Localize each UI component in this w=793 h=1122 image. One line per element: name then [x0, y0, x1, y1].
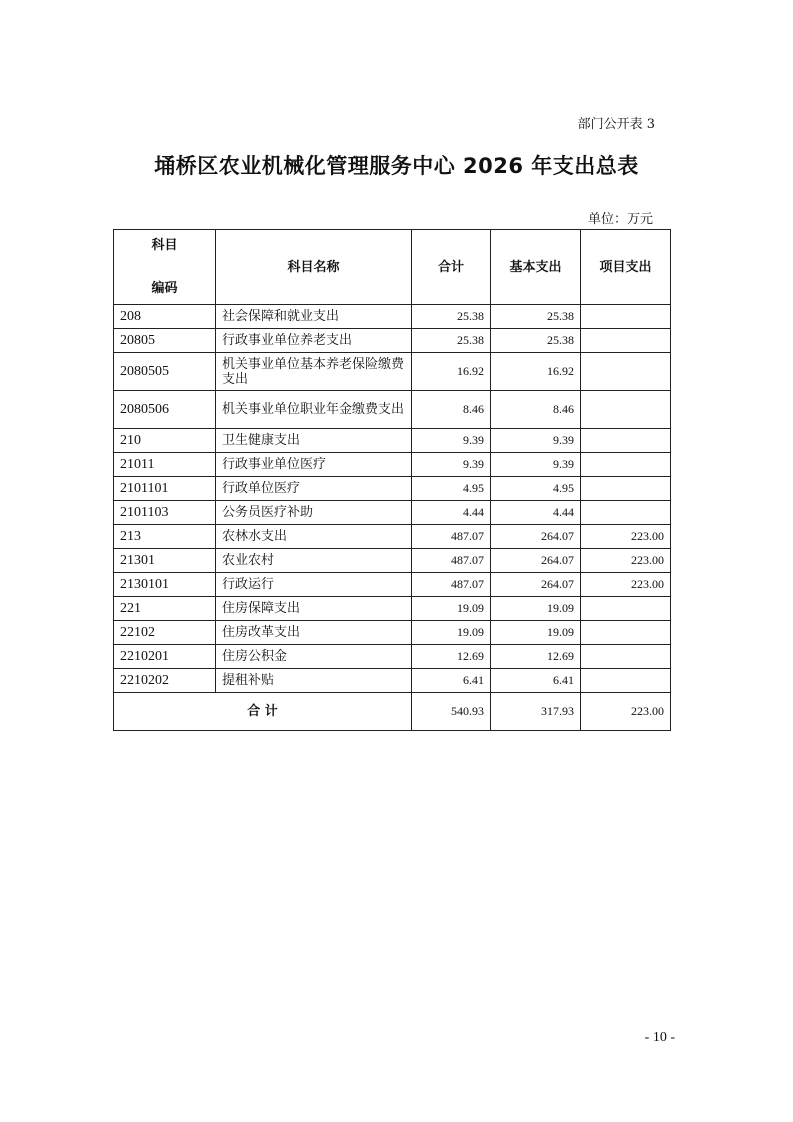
- header-total: 合计: [412, 230, 491, 305]
- row-code: 22102: [114, 621, 216, 645]
- row-code: 2130101: [114, 573, 216, 597]
- row-name: 住房改革支出: [216, 621, 412, 645]
- header-basic: 基本支出: [491, 230, 581, 305]
- table-row: [114, 453, 671, 477]
- row-total: 25.38: [412, 329, 491, 353]
- row-name: 住房公积金: [216, 645, 412, 669]
- row-project: [581, 305, 671, 329]
- row-name: 住房保障支出: [216, 597, 412, 621]
- row-total: 6.41: [412, 669, 491, 693]
- unit-label: 单位：万元: [587, 212, 653, 227]
- row-total: 487.07: [412, 525, 491, 549]
- row-name: 农业农村: [216, 549, 412, 573]
- row-basic: 9.39: [491, 429, 581, 453]
- table-row: [114, 525, 671, 549]
- header-code-line2: 编码: [151, 281, 178, 296]
- row-total: 8.46: [412, 391, 491, 429]
- total-project: 223.00: [581, 693, 671, 731]
- table-row: [114, 669, 671, 693]
- row-name: 行政单位医疗: [216, 477, 412, 501]
- row-basic: 25.38: [491, 329, 581, 353]
- row-name: 卫生健康支出: [216, 429, 412, 453]
- row-project: [581, 453, 671, 477]
- row-code: 21301: [114, 549, 216, 573]
- table-header-row: [114, 230, 671, 305]
- row-project: 223.00: [581, 573, 671, 597]
- table-row: [114, 305, 671, 329]
- row-basic: 12.69: [491, 645, 581, 669]
- table-row: [114, 391, 671, 429]
- row-total: 4.44: [412, 501, 491, 525]
- row-name: 公务员医疗补助: [216, 501, 412, 525]
- row-name: 机关事业单位职业年金缴费支出: [216, 391, 412, 429]
- header-name: 科目名称: [216, 230, 412, 305]
- row-basic: 19.09: [491, 597, 581, 621]
- row-project: [581, 669, 671, 693]
- table-row: [114, 645, 671, 669]
- row-basic: 264.07: [491, 525, 581, 549]
- row-name: 农林水支出: [216, 525, 412, 549]
- row-basic: 16.92: [491, 353, 581, 391]
- table-tag: 部门公开表 3: [577, 117, 655, 132]
- row-total: 487.07: [412, 573, 491, 597]
- table-row: [114, 429, 671, 453]
- total-basic: 317.93: [491, 693, 581, 731]
- row-total: 4.95: [412, 477, 491, 501]
- table-row: [114, 597, 671, 621]
- row-code: 2101103: [114, 501, 216, 525]
- row-total: 16.92: [412, 353, 491, 391]
- table-row: [114, 621, 671, 645]
- row-basic: 9.39: [491, 453, 581, 477]
- total-row: [114, 693, 671, 731]
- table-row: [114, 501, 671, 525]
- row-code: 20805: [114, 329, 216, 353]
- row-project: 223.00: [581, 525, 671, 549]
- row-code: 221: [114, 597, 216, 621]
- row-name: 行政事业单位医疗: [216, 453, 412, 477]
- row-name: 社会保障和就业支出: [216, 305, 412, 329]
- page-title: 埇桥区农业机械化管理服务中心 2026 年支出总表: [154, 154, 639, 178]
- header-project: 项目支出: [581, 230, 671, 305]
- row-code: 2101101: [114, 477, 216, 501]
- header-code: [114, 230, 216, 305]
- table-row: [114, 573, 671, 597]
- row-project: [581, 477, 671, 501]
- row-basic: 4.95: [491, 477, 581, 501]
- row-basic: 264.07: [491, 573, 581, 597]
- row-total: 487.07: [412, 549, 491, 573]
- row-basic: 264.07: [491, 549, 581, 573]
- row-code: 210: [114, 429, 216, 453]
- header-code-line1: 科目: [151, 238, 178, 253]
- table-row: [114, 329, 671, 353]
- row-project: [581, 597, 671, 621]
- row-code: 2210202: [114, 669, 216, 693]
- row-basic: 6.41: [491, 669, 581, 693]
- row-total: 12.69: [412, 645, 491, 669]
- table-row: [114, 477, 671, 501]
- table-row: [114, 549, 671, 573]
- row-code: 2080505: [114, 353, 216, 391]
- row-code: 2210201: [114, 645, 216, 669]
- row-total: 9.39: [412, 429, 491, 453]
- row-code: 213: [114, 525, 216, 549]
- row-name: 机关事业单位基本养老保险缴费支出: [216, 353, 412, 391]
- row-project: [581, 621, 671, 645]
- row-name: 提租补贴: [216, 669, 412, 693]
- row-project: [581, 501, 671, 525]
- row-project: 223.00: [581, 549, 671, 573]
- row-project: [581, 429, 671, 453]
- page-number: - 10 -: [644, 1030, 675, 1045]
- row-total: 25.38: [412, 305, 491, 329]
- row-name: 行政运行: [216, 573, 412, 597]
- row-total: 19.09: [412, 597, 491, 621]
- row-basic: 8.46: [491, 391, 581, 429]
- total-total: 540.93: [412, 693, 491, 731]
- row-basic: 4.44: [491, 501, 581, 525]
- expenditure-table: [113, 229, 671, 731]
- row-code: 21011: [114, 453, 216, 477]
- row-basic: 25.38: [491, 305, 581, 329]
- row-project: [581, 645, 671, 669]
- row-name: 行政事业单位养老支出: [216, 329, 412, 353]
- row-project: [581, 329, 671, 353]
- total-label: 合 计: [114, 693, 412, 731]
- row-total: 19.09: [412, 621, 491, 645]
- row-project: [581, 391, 671, 429]
- row-basic: 19.09: [491, 621, 581, 645]
- row-project: [581, 353, 671, 391]
- table-row: [114, 353, 671, 391]
- row-total: 9.39: [412, 453, 491, 477]
- row-code: 2080506: [114, 391, 216, 429]
- row-code: 208: [114, 305, 216, 329]
